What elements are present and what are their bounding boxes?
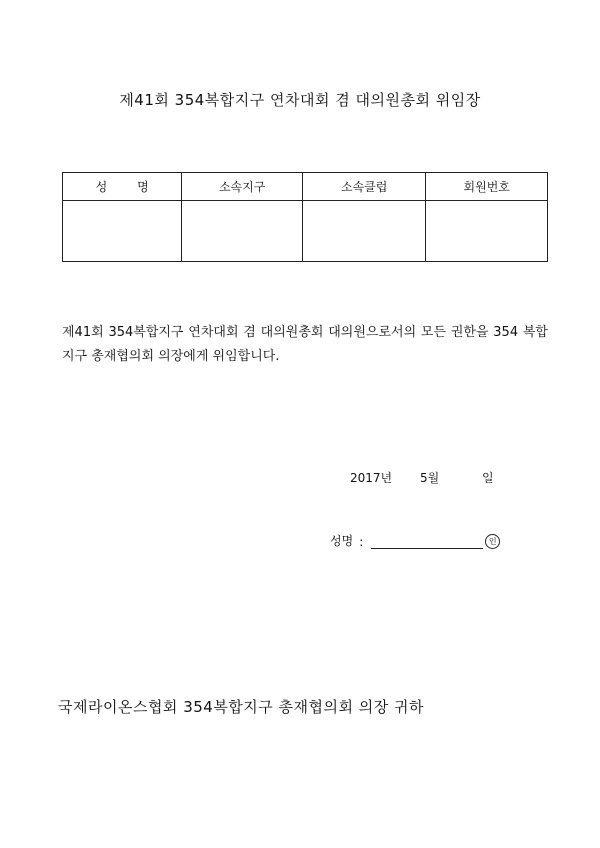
header-club: 소속클럽	[302, 173, 426, 201]
signature-label: 성명	[330, 534, 354, 548]
seal-mark: 인	[485, 534, 500, 549]
header-district: 소속지구	[182, 173, 303, 201]
signature-colon: :	[359, 535, 364, 549]
member-number-cell[interactable]	[426, 201, 548, 262]
date-day: 일	[482, 471, 494, 485]
member-info-table	[62, 172, 548, 262]
delegation-statement: 제41회 354복합지구 연차대회 겸 대의원총회 대의원으로서의 모든 권한을 354 복합지구 총재협의회 의장에게 위임합니다.	[62, 325, 548, 364]
date-line	[350, 469, 494, 486]
table-row	[63, 201, 548, 262]
district-cell[interactable]	[182, 201, 303, 262]
date-month: 5월	[420, 471, 440, 485]
addressee: 국제라이온스협회 354복합지구 총재협의회 의장 귀하	[58, 698, 424, 716]
table-header-row	[63, 173, 548, 201]
header-member-number: 회원번호	[426, 173, 548, 201]
date-year: 2017년	[350, 471, 393, 485]
club-cell[interactable]	[302, 201, 426, 262]
signature-line	[330, 532, 500, 549]
header-name: 성명	[63, 173, 182, 201]
document-title: 제41회 354복합지구 연차대회 겸 대의원총회 위임장	[119, 91, 481, 109]
signature-blank-line[interactable]	[371, 535, 483, 549]
name-cell[interactable]	[63, 201, 182, 262]
